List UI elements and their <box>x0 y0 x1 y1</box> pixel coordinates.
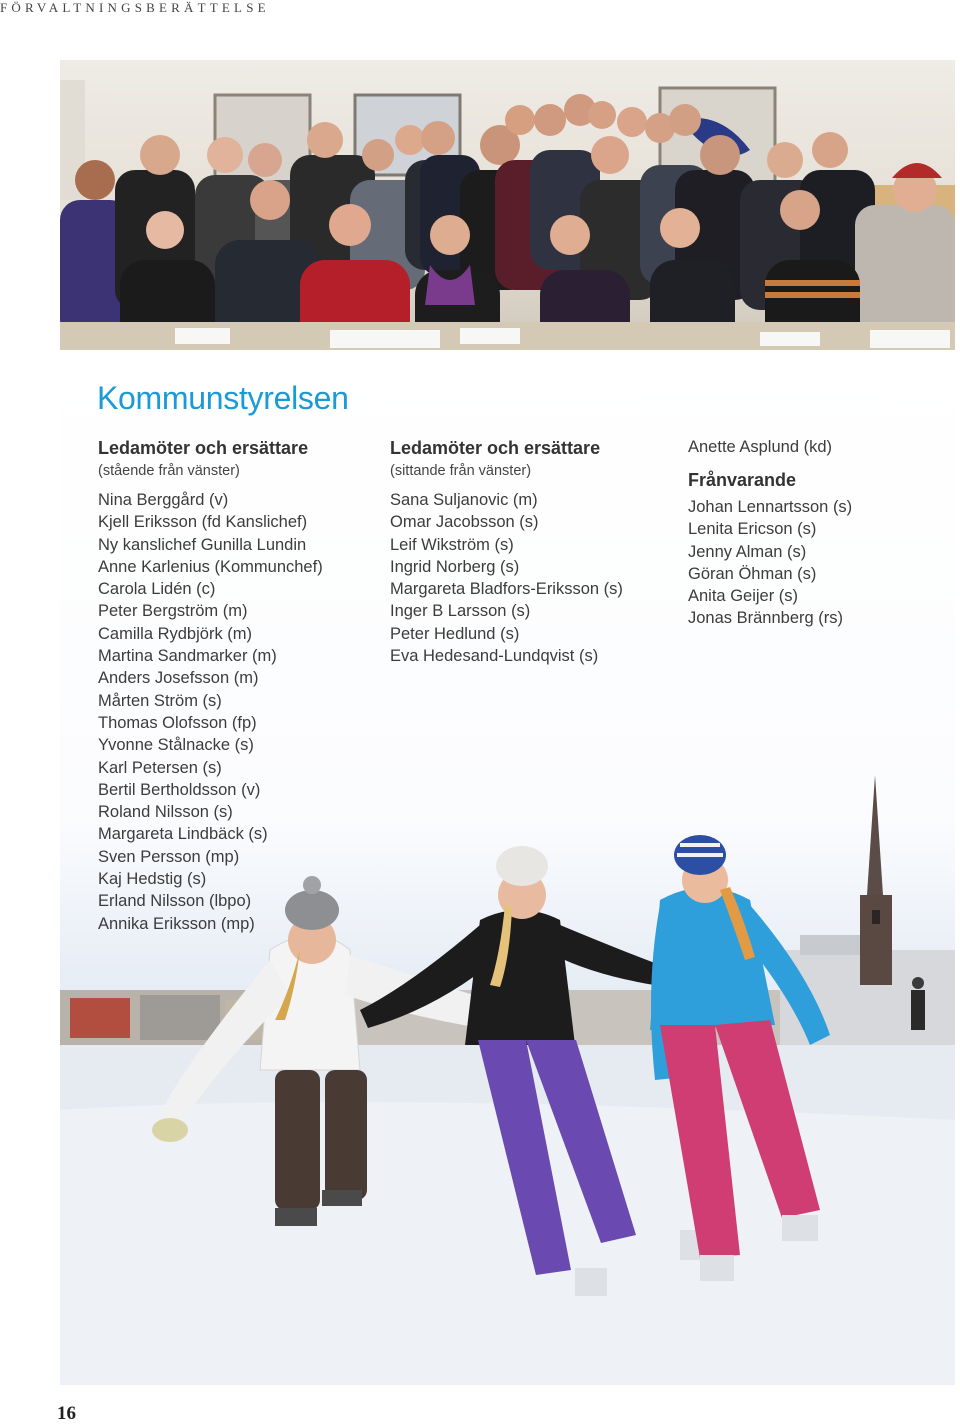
member-name: Leif Wikström (s) <box>390 535 514 554</box>
member-name: Peter Bergström (m) <box>98 602 248 621</box>
member-name: Martina Sandmarker (m) <box>98 647 277 666</box>
member-name: Thomas Olofsson (fp) <box>98 713 257 732</box>
member-name: Nina Berggård (v) <box>98 491 229 509</box>
column-standing-members <box>98 436 388 935</box>
column-heading-absent: Frånvarande <box>688 470 797 490</box>
column-absent-members <box>688 436 938 630</box>
member-name: Mårten Ström (s) <box>98 691 222 710</box>
member-name: Kaj Hedstig (s) <box>98 870 207 889</box>
member-name: Anita Geijer (s) <box>688 587 799 606</box>
member-name: Karl Petersen (s) <box>98 758 222 777</box>
member-name: Kjell Eriksson (fd Kanslichef) <box>98 513 308 532</box>
member-name: Margareta Bladfors-Eriksson (s) <box>390 580 623 599</box>
member-name: Roland Nilsson (s) <box>98 803 233 822</box>
member-name: Ingrid Norberg (s) <box>390 557 520 576</box>
member-name: Lenita Ericson (s) <box>688 520 817 539</box>
group-photo <box>60 60 955 350</box>
member-name: Omar Jacobsson (s) <box>390 513 539 532</box>
member-name: Jenny Alman (s) <box>688 542 807 561</box>
member-name: Anette Asplund (kd) <box>688 438 833 456</box>
member-name: Göran Öhman (s) <box>688 564 817 583</box>
member-name: Sven Persson (mp) <box>98 847 240 866</box>
member-list <box>390 489 680 667</box>
member-name: Yvonne Stålnacke (s) <box>98 736 254 755</box>
member-name: Ny kanslichef Gunilla Lundin <box>98 535 307 554</box>
member-name: Anders Josefsson (m) <box>98 669 259 688</box>
member-name: Jonas Brännberg (rs) <box>688 609 843 628</box>
member-name: Margareta Lindbäck (s) <box>98 825 268 844</box>
group-photo-illustration <box>60 60 955 350</box>
page-number: 16 <box>57 1403 76 1424</box>
column-seated-members <box>390 436 680 667</box>
member-name: Johan Lennartsson (s) <box>688 498 853 516</box>
column-heading: Ledamöter och ersättare <box>390 438 601 458</box>
column-subheading: (sittande från vänster) <box>390 463 532 479</box>
absent-list <box>688 496 938 630</box>
member-name: Camilla Rydbjörk (m) <box>98 624 253 643</box>
member-list <box>98 489 388 935</box>
column-heading: Ledamöter och ersättare <box>98 438 309 458</box>
member-name: Bertil Bertholdsson (v) <box>98 780 261 799</box>
member-name: Erland Nilsson (lbpo) <box>98 892 252 911</box>
member-name: Carola Lidén (c) <box>98 580 216 599</box>
member-name: Inger B Larsson (s) <box>390 602 531 621</box>
member-name: Eva Hedesand-Lundqvist (s) <box>390 647 599 666</box>
column-subheading: (stående från vänster) <box>98 463 240 479</box>
section-title: Kommunstyrelsen <box>97 380 349 416</box>
member-name: Annika Eriksson (mp) <box>98 914 255 933</box>
member-name: Sana Suljanovic (m) <box>390 491 538 509</box>
member-name: Anne Karlenius (Kommunchef) <box>98 557 323 576</box>
running-head: FÖRVALTNINGSBERÄTTELSE <box>0 0 270 15</box>
member-name: Peter Hedlund (s) <box>390 624 520 643</box>
